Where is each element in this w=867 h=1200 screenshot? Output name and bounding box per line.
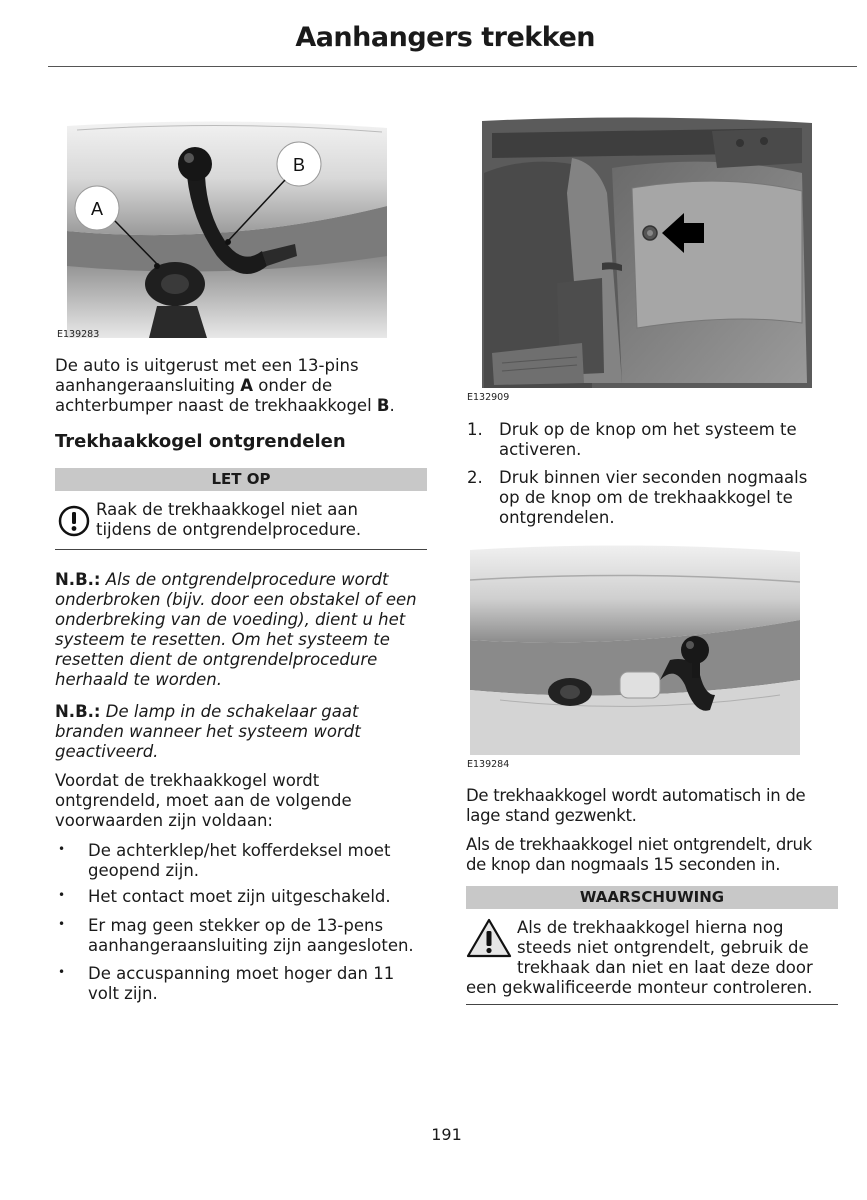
caution-icon: [57, 504, 91, 538]
caution-band: LET OP: [55, 468, 427, 491]
result-paragraph: De trekhaakkogel wordt automatisch in de lage stand gezwenkt.: [466, 786, 806, 825]
warning-band: WAARSCHUWING: [466, 886, 838, 909]
figure-code: E139284: [467, 759, 510, 770]
towbar-illustration: [57, 106, 393, 338]
intro-line: De auto is uitgerust met een 13-pins: [55, 356, 359, 375]
page-number: 191: [431, 1125, 462, 1144]
caution-block: [55, 497, 427, 547]
note-label: N.B.:: [55, 702, 101, 721]
warning-text-line: Als de trekhaakkogel hierna nog: [517, 918, 784, 937]
note-paragraph: N.B.: De lamp in de schakelaar gaat branden wanneer het systeem wordt geactiveerd.: [55, 702, 361, 761]
trunk-illustration: [472, 113, 816, 388]
figure-code: E139283: [57, 329, 100, 340]
intro-line: achterbumper naast de trekhaakkogel B.: [55, 396, 395, 415]
intro-paragraph: [55, 356, 427, 416]
caution-text-line: tijdens de ontgrendelprocedure.: [96, 520, 362, 539]
conditions-paragraph: Voordat de trekhaakkogel wordt ontgrendeld, moet aan de volgende voorwaarden zijn voldaan:: [55, 771, 352, 830]
caution-text-line: Raak de trekhaakkogel niet aan: [96, 500, 358, 519]
caution-rule: [55, 549, 427, 550]
warning-triangle-icon: [466, 917, 512, 959]
note-label: N.B.:: [55, 570, 101, 589]
figure-towball-stowed: [470, 540, 800, 755]
warning-text-line: steeds niet ontgrendelt, gebruik de: [517, 938, 809, 957]
page-title: Aanhangers trekken: [295, 22, 595, 53]
warning-text-line: trekhaak dan niet en laat deze door: [517, 958, 813, 977]
retry-paragraph: Als de trekhaakkogel niet ontgrendelt, druk de knop dan nogmaals 15 seconden in.: [466, 835, 812, 874]
section-heading: Trekhaakkogel ontgrendelen: [55, 431, 346, 452]
warning-rule: [466, 1004, 838, 1005]
figure-code: E132909: [467, 392, 510, 403]
figure-towbar-callouts: [57, 106, 393, 338]
callout-a-label: A: [90, 199, 104, 219]
callout-b-label: B: [292, 155, 306, 175]
title-rule: [48, 66, 857, 67]
warning-text-line: een gekwalificeerde monteur controleren.: [466, 978, 813, 997]
figure-trunk-button: [472, 113, 816, 388]
towball-illustration: [470, 540, 800, 755]
warning-block: [466, 915, 838, 1000]
intro-line: aanhangeraansluiting A onder de: [55, 376, 333, 395]
note-paragraph: N.B.: Als de ontgrendelprocedure wordt onderbroken (bijv. door een obstakel of een onderbreking van de voeding), dient u het systeem te resetten. Om het systeem te resetten dient de ontgrendelprocedure herhaald te worden.: [55, 570, 417, 689]
